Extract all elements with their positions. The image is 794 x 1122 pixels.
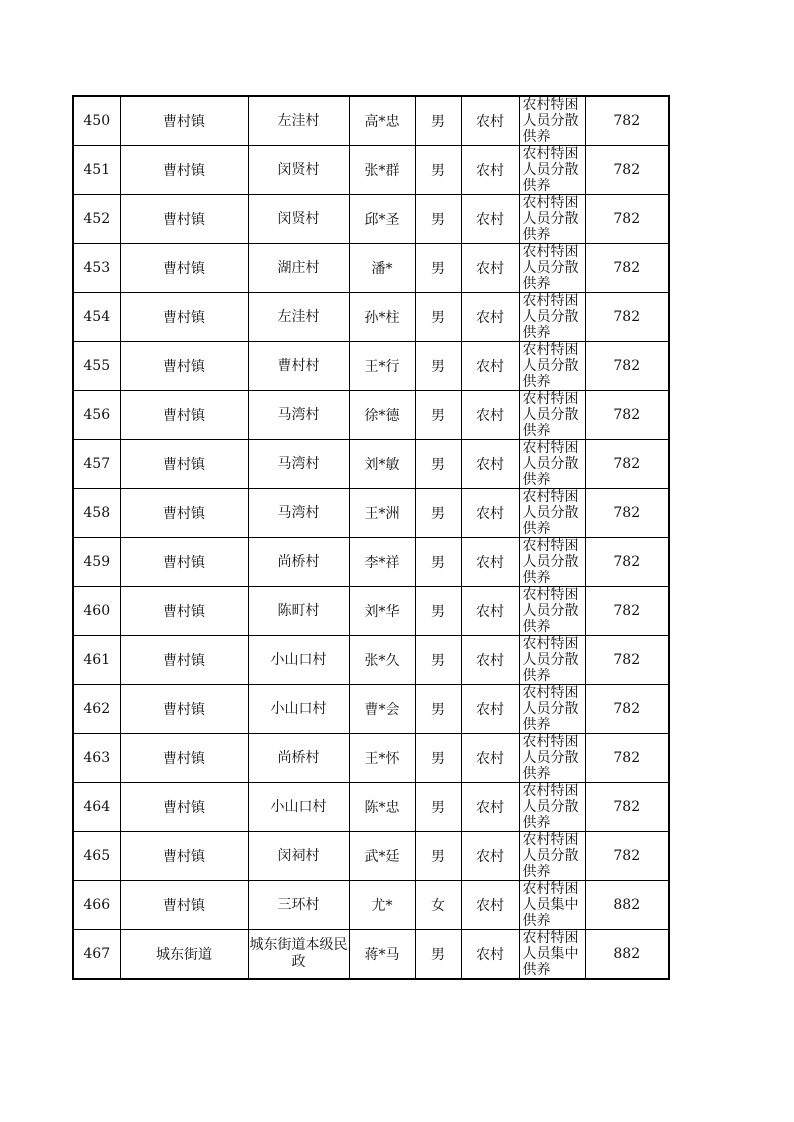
- row-number-cell: 454: [73, 293, 120, 342]
- amount-cell: 782: [585, 146, 669, 195]
- category-cell: [519, 587, 585, 636]
- table-row: [73, 195, 669, 244]
- town-cell: 曹村镇: [120, 832, 248, 881]
- amount-cell: 782: [585, 636, 669, 685]
- name-cell: 陈*忠: [349, 783, 415, 832]
- area-type-cell: 农村: [461, 636, 519, 685]
- town-cell: 曹村镇: [120, 636, 248, 685]
- row-number-cell: 467: [73, 930, 120, 980]
- category-cell: [519, 342, 585, 391]
- row-number-cell: 460: [73, 587, 120, 636]
- row-number-cell: 465: [73, 832, 120, 881]
- category-cell: [519, 685, 585, 734]
- village-cell: 小山口村: [248, 783, 349, 832]
- category-text: 农村特困人员分散供养: [522, 685, 579, 733]
- table-row: [73, 685, 669, 734]
- area-type-cell: 农村: [461, 244, 519, 293]
- category-text: 农村特困人员分散供养: [522, 440, 579, 488]
- gender-cell: 男: [415, 832, 461, 881]
- category-cell: [519, 146, 585, 195]
- category-text: 农村特困人员分散供养: [522, 293, 579, 341]
- row-number-cell: 453: [73, 244, 120, 293]
- village-cell: 左洼村: [248, 293, 349, 342]
- village-cell: 闵祠村: [248, 832, 349, 881]
- amount-cell: 782: [585, 195, 669, 244]
- row-number-cell: 451: [73, 146, 120, 195]
- row-number-cell: 457: [73, 440, 120, 489]
- amount-cell: 782: [585, 587, 669, 636]
- village-cell: 尚桥村: [248, 734, 349, 783]
- village-cell: 马湾村: [248, 489, 349, 538]
- town-cell: 曹村镇: [120, 489, 248, 538]
- category-text: 农村特困人员分散供养: [522, 146, 579, 194]
- town-cell: 曹村镇: [120, 587, 248, 636]
- row-number-cell: 464: [73, 783, 120, 832]
- name-cell: 王*洲: [349, 489, 415, 538]
- row-number-cell: 459: [73, 538, 120, 587]
- category-text: 农村特困人员分散供养: [522, 342, 579, 390]
- category-text: 农村特困人员分散供养: [522, 587, 579, 635]
- name-cell: 李*祥: [349, 538, 415, 587]
- village-cell: 闵贤村: [248, 146, 349, 195]
- amount-cell: 882: [585, 881, 669, 930]
- village-cell: 三环村: [248, 881, 349, 930]
- village-cell: 尚桥村: [248, 538, 349, 587]
- gender-cell: 男: [415, 195, 461, 244]
- area-type-cell: 农村: [461, 293, 519, 342]
- gender-cell: 男: [415, 587, 461, 636]
- row-number-cell: 461: [73, 636, 120, 685]
- category-cell: [519, 440, 585, 489]
- town-cell: 曹村镇: [120, 293, 248, 342]
- category-cell: [519, 881, 585, 930]
- name-cell: 高*忠: [349, 96, 415, 146]
- table-row: [73, 391, 669, 440]
- category-cell: [519, 489, 585, 538]
- town-cell: 曹村镇: [120, 538, 248, 587]
- village-cell: 小山口村: [248, 685, 349, 734]
- table-row: [73, 342, 669, 391]
- gender-cell: 男: [415, 244, 461, 293]
- amount-cell: 782: [585, 783, 669, 832]
- village-cell: 湖庄村: [248, 244, 349, 293]
- table-row: [73, 146, 669, 195]
- table-row: [73, 587, 669, 636]
- row-number-cell: 456: [73, 391, 120, 440]
- name-cell: 王*行: [349, 342, 415, 391]
- table-row: [73, 783, 669, 832]
- town-cell: 曹村镇: [120, 783, 248, 832]
- area-type-cell: 农村: [461, 195, 519, 244]
- village-cell: 左洼村: [248, 96, 349, 146]
- row-number-cell: 452: [73, 195, 120, 244]
- row-number-cell: 463: [73, 734, 120, 783]
- area-type-cell: 农村: [461, 783, 519, 832]
- area-type-cell: 农村: [461, 832, 519, 881]
- table-row: [73, 734, 669, 783]
- town-cell: 曹村镇: [120, 146, 248, 195]
- category-cell: [519, 195, 585, 244]
- town-cell: 曹村镇: [120, 244, 248, 293]
- town-cell: 曹村镇: [120, 195, 248, 244]
- table-row: [73, 930, 669, 980]
- category-cell: [519, 391, 585, 440]
- name-cell: 徐*德: [349, 391, 415, 440]
- row-number-cell: 450: [73, 96, 120, 146]
- gender-cell: 男: [415, 489, 461, 538]
- category-cell: [519, 636, 585, 685]
- category-cell: [519, 734, 585, 783]
- amount-cell: 782: [585, 685, 669, 734]
- category-cell: [519, 244, 585, 293]
- village-cell: 闵贤村: [248, 195, 349, 244]
- category-text: 农村特困人员集中供养: [522, 930, 579, 978]
- table-row: [73, 96, 669, 146]
- category-text: 农村特困人员集中供养: [522, 881, 579, 929]
- table-row: [73, 538, 669, 587]
- area-type-cell: 农村: [461, 930, 519, 980]
- table-row: [73, 636, 669, 685]
- gender-cell: 男: [415, 636, 461, 685]
- gender-cell: 男: [415, 538, 461, 587]
- area-type-cell: 农村: [461, 685, 519, 734]
- amount-cell: 882: [585, 930, 669, 980]
- table-row: [73, 489, 669, 538]
- gender-cell: 男: [415, 685, 461, 734]
- category-text: 农村特困人员分散供养: [522, 783, 579, 831]
- table-row: [73, 244, 669, 293]
- area-type-cell: 农村: [461, 146, 519, 195]
- records-table: [72, 95, 670, 980]
- table-row: [73, 832, 669, 881]
- name-cell: 邱*圣: [349, 195, 415, 244]
- village-cell: 曹村村: [248, 342, 349, 391]
- amount-cell: 782: [585, 342, 669, 391]
- name-cell: 刘*敏: [349, 440, 415, 489]
- area-type-cell: 农村: [461, 734, 519, 783]
- row-number-cell: 466: [73, 881, 120, 930]
- gender-cell: 男: [415, 734, 461, 783]
- village-cell: 陈町村: [248, 587, 349, 636]
- amount-cell: 782: [585, 440, 669, 489]
- table-row: [73, 881, 669, 930]
- amount-cell: 782: [585, 96, 669, 146]
- name-cell: 王*怀: [349, 734, 415, 783]
- category-cell: [519, 783, 585, 832]
- category-text: 农村特困人员分散供养: [522, 489, 579, 537]
- amount-cell: 782: [585, 734, 669, 783]
- category-text: 农村特困人员分散供养: [522, 97, 579, 145]
- name-cell: 刘*华: [349, 587, 415, 636]
- town-cell: 曹村镇: [120, 342, 248, 391]
- category-text: 农村特困人员分散供养: [522, 636, 579, 684]
- gender-cell: 男: [415, 391, 461, 440]
- amount-cell: 782: [585, 391, 669, 440]
- town-cell: 曹村镇: [120, 440, 248, 489]
- table-row: [73, 293, 669, 342]
- area-type-cell: 农村: [461, 538, 519, 587]
- gender-cell: 男: [415, 146, 461, 195]
- village-cell: 马湾村: [248, 391, 349, 440]
- amount-cell: 782: [585, 489, 669, 538]
- row-number-cell: 455: [73, 342, 120, 391]
- records-table-body: [73, 96, 669, 979]
- village-cell: 城东街道本级民政: [248, 930, 349, 980]
- category-text: 农村特困人员分散供养: [522, 391, 579, 439]
- gender-cell: 男: [415, 96, 461, 146]
- area-type-cell: 农村: [461, 489, 519, 538]
- gender-cell: 男: [415, 930, 461, 980]
- town-cell: 曹村镇: [120, 96, 248, 146]
- category-cell: [519, 293, 585, 342]
- area-type-cell: 农村: [461, 391, 519, 440]
- row-number-cell: 462: [73, 685, 120, 734]
- row-number-cell: 458: [73, 489, 120, 538]
- area-type-cell: 农村: [461, 96, 519, 146]
- gender-cell: 男: [415, 342, 461, 391]
- category-text: 农村特困人员分散供养: [522, 244, 579, 292]
- village-cell: 小山口村: [248, 636, 349, 685]
- category-cell: [519, 96, 585, 146]
- town-cell: 曹村镇: [120, 391, 248, 440]
- area-type-cell: 农村: [461, 440, 519, 489]
- town-cell: 城东街道: [120, 930, 248, 980]
- name-cell: 武*廷: [349, 832, 415, 881]
- category-cell: [519, 832, 585, 881]
- town-cell: 曹村镇: [120, 881, 248, 930]
- name-cell: 张*群: [349, 146, 415, 195]
- gender-cell: 男: [415, 783, 461, 832]
- amount-cell: 782: [585, 832, 669, 881]
- table-row: [73, 440, 669, 489]
- category-cell: [519, 538, 585, 587]
- town-cell: 曹村镇: [120, 685, 248, 734]
- village-cell: 马湾村: [248, 440, 349, 489]
- category-text: 农村特困人员分散供养: [522, 832, 579, 880]
- gender-cell: 男: [415, 440, 461, 489]
- category-cell: [519, 930, 585, 980]
- area-type-cell: 农村: [461, 587, 519, 636]
- name-cell: 孙*柱: [349, 293, 415, 342]
- gender-cell: 女: [415, 881, 461, 930]
- name-cell: 潘*: [349, 244, 415, 293]
- area-type-cell: 农村: [461, 342, 519, 391]
- area-type-cell: 农村: [461, 881, 519, 930]
- name-cell: 张*久: [349, 636, 415, 685]
- amount-cell: 782: [585, 244, 669, 293]
- category-text: 农村特困人员分散供养: [522, 538, 579, 586]
- gender-cell: 男: [415, 293, 461, 342]
- name-cell: 尤*: [349, 881, 415, 930]
- category-text: 农村特困人员分散供养: [522, 195, 579, 243]
- name-cell: 曹*会: [349, 685, 415, 734]
- amount-cell: 782: [585, 293, 669, 342]
- name-cell: 蒋*马: [349, 930, 415, 980]
- town-cell: 曹村镇: [120, 734, 248, 783]
- category-text: 农村特困人员分散供养: [522, 734, 579, 782]
- amount-cell: 782: [585, 538, 669, 587]
